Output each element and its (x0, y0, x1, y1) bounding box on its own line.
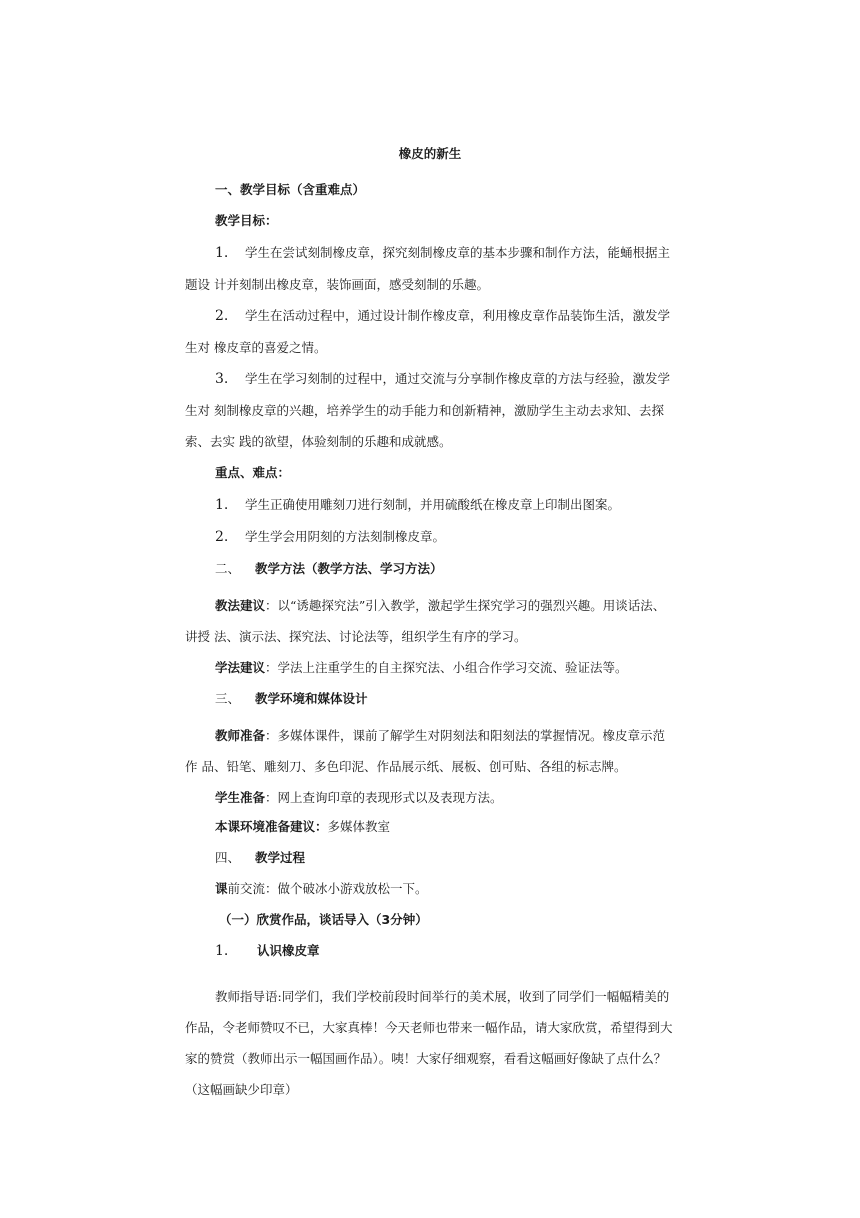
environment-paragraph: 本课环境准备建议：多媒体教室 (215, 819, 391, 834)
learning-method-paragraph: 学法建议：学法上注重学生的自主探究法、小组合作学习交流、验证法等。 (215, 660, 628, 675)
key-points-label: 重点、难点： (215, 465, 291, 480)
key-point-item: 1. 学生正确使用雕刻刀进行刻制，并用硫酸纸在橡皮章上印制出图案。 (215, 497, 621, 513)
goal-item: 3. 学生在学习刻制的过程中，通过交流与分享制作橡皮章的方法与经验，激发学生对 刻制橡皮章的兴趣，培养学生的动手能力和创新精神，激励学生主动去求知、去探索、去实 践的欲望，体验刻制的乐趣和成就感。 (185, 371, 671, 449)
teacher-guide-paragraph: 教师指导语:同学们，我们学校前段时间举行的美术展，收到了同学们一幅幅精美的 作品，令老师赞叹不已，大家真棒！今天老师也带来一幅作品，请大家欣赏，希望得到大 家的赞赏（教师出示一幅国画作品）。咦！大家仔细观察，看看这幅画好像缺了点什么？ （这幅画缺少印章） (185, 989, 673, 1097)
goal-item: 2. 学生在活动过程中，通过设计制作橡皮章，利用橡皮章作品装饰生活，激发学生对 橡皮章的喜爱之情。 (185, 308, 671, 355)
section-4-heading: 四、 教学过程 (215, 850, 306, 865)
section-3-heading: 三、 教学环境和媒体设计 (215, 691, 368, 706)
goal-item: 1. 学生在尝试刻制橡皮章，探究刻制橡皮章的基本步骤和制作方法，能蛹根据主题设 计并刻制出橡皮章，装饰画面，感受刻制的乐趣。 (185, 245, 671, 292)
step-1-1-heading: 1. 认识橡皮章 (215, 943, 320, 959)
teaching-method-paragraph: 教法建议：以“诱趣探究法”引入教学，激起学生探究学习的强烈兴趣。用谈话法、讲授 法、演示法、探究法、讨论法等，组织学生有序的学习。 (185, 598, 666, 644)
document-body (185, 144, 675, 1105)
section-2-heading: 二、 教学方法（教学方法、学习方法） (215, 561, 443, 576)
pre-class-paragraph: 课前交流：做个破冰小游戏放松一下。 (215, 881, 428, 896)
teacher-prep-paragraph: 教师准备：多媒体课件，课前了解学生对阴刻法和阳刻法的掌握情况。橡皮章示范作 品、铅笔、雕刻刀、多色印泥、作品展示纸、展板、创可贴、各组的标志牌。 (185, 728, 666, 774)
section-1-heading: 一、教学目标（含重难点） (215, 182, 366, 197)
page-title: 橡皮的新生 (398, 146, 462, 161)
student-prep-paragraph: 学生准备：网上查询印章的表现形式以及表现方法。 (215, 790, 503, 805)
key-point-item: 2. 学生学会用阴刻的方法刻制橡皮章。 (215, 529, 446, 545)
goals-label: 教学目标： (215, 213, 278, 228)
step-1-heading: （一）欣赏作品，谈话导入（3分钟） (219, 912, 428, 927)
